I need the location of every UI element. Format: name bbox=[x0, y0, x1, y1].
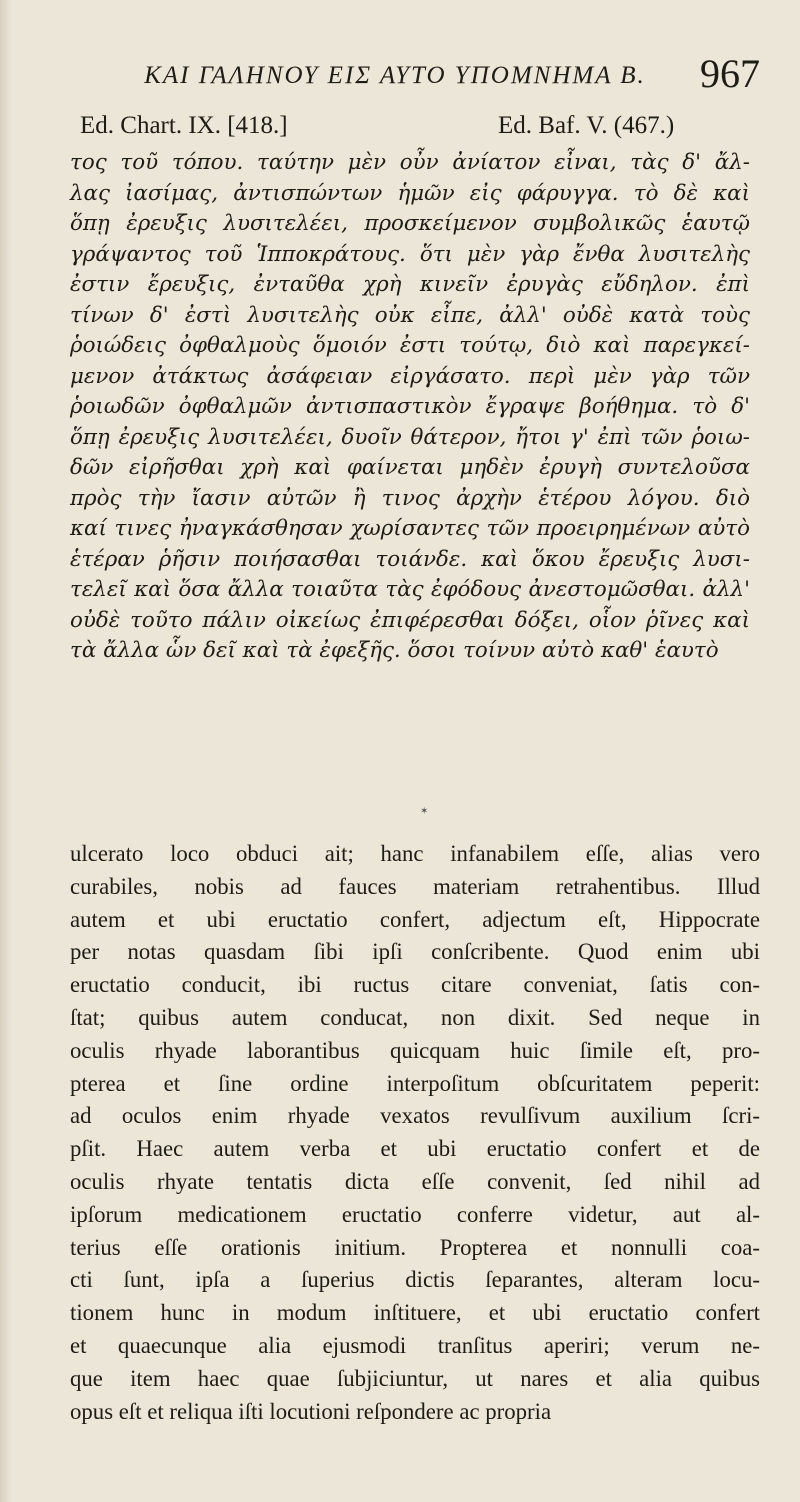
latin-text-line: oculis rhyade laborantibus quicquam huic ſimile eſt, pro- bbox=[70, 1037, 760, 1063]
greek-text-line: μενον ἀτάκτως ἀσάφειαν εἰργάσατο. περὶ μὲν γὰρ τῶν bbox=[70, 363, 750, 389]
section-divider-mark: ✶ bbox=[420, 806, 429, 817]
page-number: 967 bbox=[700, 51, 760, 96]
greek-text-line: ῥοιώδεις ὀφθαλμοὺς ὅμοιόν ἐστι τούτῳ, διὸ καὶ παρεγκεί- bbox=[70, 333, 750, 358]
greek-text-line: ῥοιωδῶν ὀφθαλμῶν ἀντισπαστικὸν ἔγραψε βοήθημα. τὸ δ' bbox=[70, 394, 750, 419]
latin-text-line: pterea et ſine ordine interpoſitum obſcuritatem peperit: bbox=[70, 1070, 760, 1096]
latin-text-line: curabiles, nobis ad fauces materiam retrahentibus. Illud bbox=[70, 873, 760, 899]
greek-text-line: λας ἰασίμας, ἀντισπώντων ἡμῶν εἰς φάρυγγα. τὸ δὲ καὶ bbox=[70, 180, 750, 206]
latin-text-line: ipſorum medicationem eructatio conferre videtur, aut al- bbox=[70, 1201, 760, 1227]
latin-text-line: que item haec quae ſubjiciuntur, ut nares et alia quibus bbox=[70, 1365, 760, 1391]
greek-text-line: τος τοῦ τόπου. ταύτην μὲν οὖν ἀνίατον εἶναι, τὰς δ' ἄλ- bbox=[70, 150, 750, 175]
greek-text-line: τελεῖ καὶ ὅσα ἄλλα τοιαῦτα τὰς ἐφόδους ἀνεστομῶσθαι. ἀλλ' bbox=[70, 577, 750, 602]
latin-text-line: et quaecunque alia ejusmodi tranſitus aperiri; verum ne- bbox=[70, 1332, 760, 1358]
latin-text-line: eructatio conducit, ibi ructus citare conveniat, ſatis con- bbox=[70, 972, 760, 998]
greek-text-line: τίνων δ' ἐστὶ λυσιτελὴς οὐκ εἶπε, ἀλλ' οὐδὲ κατὰ τοὺς bbox=[70, 302, 750, 328]
greek-text-line: ἐστιν ἔρευξις, ἐνταῦθα χρὴ κινεῖν ἐρυγὰς εὔδηλον. ἐπὶ bbox=[70, 272, 750, 297]
edition-ref-chartier: Ed. Chart. IX. [418.] bbox=[80, 112, 288, 139]
greek-text-line: πρὸς τὴν ἴασιν αὐτῶν ἢ τινος ἀρχὴν ἑτέρου λόγου. διὸ bbox=[70, 485, 750, 511]
edition-ref-basel: Ed. Baf. V. (467.) bbox=[498, 112, 675, 139]
greek-text-line: οὐδὲ τοῦτο πάλιν οἰκείως ἐπιφέρεσθαι δόξει, οἷον ῥῖνες καὶ bbox=[70, 607, 750, 633]
latin-text-line: terius eſſe orationis initium. Propterea et nonnulli coa- bbox=[70, 1234, 760, 1260]
latin-text-line: ſtat; quibus autem conducat, non dixit. Sed neque in bbox=[70, 1004, 760, 1030]
page-edge bbox=[0, 0, 12, 1502]
greek-text-line: ὅπῃ ἐρευξις λυσιτελέει, δυοῖν θάτερον, ἤτοι γ' ἐπὶ τῶν ῥοιω- bbox=[70, 424, 750, 450]
latin-text-line: pſit. Haec autem verba et ubi eructatio confert et de bbox=[70, 1136, 760, 1162]
latin-text-line: cti ſunt, ipſa a ſuperius dictis ſeparantes, alteram locu- bbox=[70, 1267, 760, 1293]
running-head bbox=[70, 50, 760, 96]
latin-text-line: ad oculos enim rhyade vexatos revulſivum auxilium ſcri- bbox=[70, 1103, 760, 1129]
latin-text-line: oculis rhyate tentatis dicta eſſe convenit, ſed nihil ad bbox=[70, 1168, 760, 1194]
greek-text-line: γράψαντος τοῦ Ἱπποκράτους. ὅτι μὲν γὰρ ἔνθα λυσιτελὴς bbox=[70, 241, 750, 267]
greek-text-line: ἑτέραν ῥῆσιν ποιήσασθαι τοιάνδε. καὶ ὅκου ἔρευξις λυσι- bbox=[70, 546, 750, 572]
latin-text-line: ulcerato loco obduci ait; hanc infanabilem eſſe, alias vero bbox=[70, 841, 760, 866]
latin-text-line: per notas quasdam ſibi ipſi conſcribente. Quod enim ubi bbox=[70, 939, 760, 965]
latin-text-line: opus eſt et reliqua iſti locutioni reſpondere ac propria bbox=[70, 1398, 552, 1424]
edition-references bbox=[80, 112, 748, 146]
latin-text-line: autem et ubi eructatio confert, adjectum eſt, Hippocrate bbox=[70, 906, 760, 932]
greek-text-line: ὅπῃ ἐρευξις λυσιτελέει, προσκείμενον συμβολικῶς ἑαυτῷ bbox=[70, 211, 750, 236]
latin-text-line: tionem hunc in modum inſtituere, et ubi eructatio confert bbox=[70, 1300, 760, 1326]
greek-text-line: δῶν εἰρῆσθαι χρὴ καὶ φαίνεται μηδὲν ἐρυγὴ συντελοῦσα bbox=[70, 455, 750, 480]
running-title: KAI ΓΑΛΗΝΟΥ ΕΙΣ ΑΥΤΟ ΥΠΟΜΝΗΜΑ Β. bbox=[144, 62, 646, 89]
greek-text-block bbox=[70, 148, 750, 667]
greek-text-line: τὰ ἄλλα ὧν δεῖ καὶ τὰ ἐφεξῆς. ὅσοι τοίνυν αὐτὸ καθ' ἑαυτὸ bbox=[70, 638, 719, 663]
greek-text-line: καί τινες ἠναγκάσθησαν χωρίσαντες τῶν προειρημένων αὐτὸ bbox=[70, 516, 750, 541]
latin-text-block bbox=[70, 838, 760, 1428]
